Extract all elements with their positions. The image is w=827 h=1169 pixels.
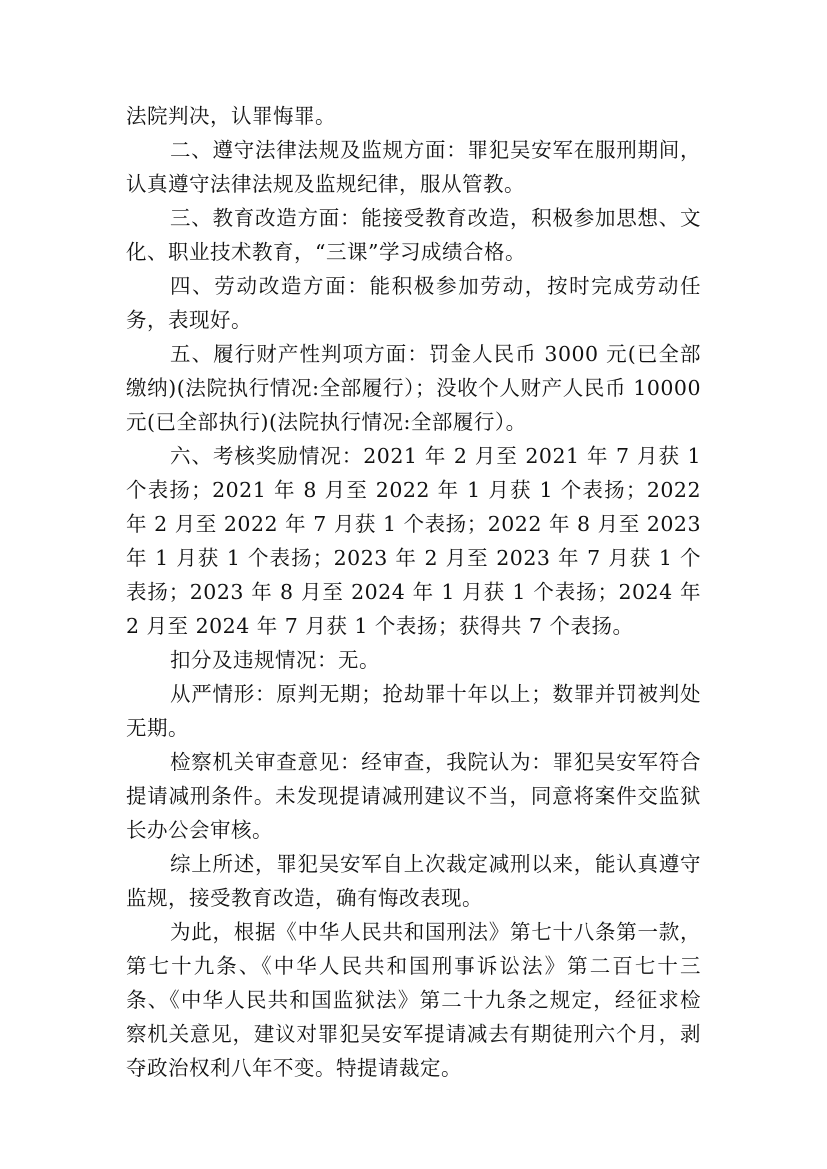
paragraph-continuation: 法院判决，认罪悔罪。	[126, 104, 336, 128]
paragraph-violations: 扣分及违规情况：无。	[170, 648, 380, 672]
paragraph-procuratorate-opinion: 检察机关审查意见：经审查，我院认为：罪犯吴安军符合提请减刑条件。未发现提请减刑建议不当，同意将案件交监狱长办公会审核。	[126, 750, 701, 842]
document-body	[126, 99, 701, 1085]
paragraph-strict-circumstances: 从严情形：原判无期；抢劫罪十年以上；数罪并罚被判处无期。	[126, 682, 701, 740]
paragraph-law-compliance: 二、遵守法律法规及监规方面：罪犯吴安军在服刑期间，认真遵守法律法规及监规纪律，服从管教。	[126, 138, 701, 196]
paragraph-labor-reform: 四、劳动改造方面：能积极参加劳动，按时完成劳动任务，表现好。	[126, 274, 701, 332]
paragraph-rewards: 六、考核奖励情况：2021 年 2 月至 2021 年 7 月获 1 个表扬；2021 年 8 月至 2022 年 1 月获 1 个表扬；2022 年 2 月至 2022 年 7 月获 1 个表扬；2022 年 8 月至 2023 年 1 月获 1 个表扬；2023 年 2 月至 2023 年 7 月获 1 个表扬；2023 年 8 月至 2024 年 1 月获 1 个表扬；2024 年 2 月至 2024 年 7 月获 1 个表扬；获得共 7 个表扬。	[126, 444, 701, 638]
paragraph-conclusion: 为此，根据《中华人民共和国刑法》第七十八条第一款，第七十九条、《中华人民共和国刑事诉讼法》第二百七十三条、《中华人民共和国监狱法》第二十九条之规定，经征求检察机关意见，建议对罪犯吴安军提请减去有期徒刑六个月，剥夺政治权利八年不变。特提请裁定。	[126, 920, 701, 1080]
paragraph-property-judgment: 五、履行财产性判项方面：罚金人民币 3000 元(已全部缴纳)(法院执行情况:全部履行）；没收个人财产人民币 10000 元(已全部执行)(法院执行情况:全部履行）。	[126, 342, 701, 434]
paragraph-education-reform: 三、教育改造方面：能接受教育改造，积极参加思想、文化、职业技术教育，“三课”学习成绩合格。	[126, 206, 701, 264]
paragraph-summary: 综上所述，罪犯吴安军自上次裁定减刑以来，能认真遵守监规，接受教育改造，确有悔改表现。	[126, 852, 701, 910]
